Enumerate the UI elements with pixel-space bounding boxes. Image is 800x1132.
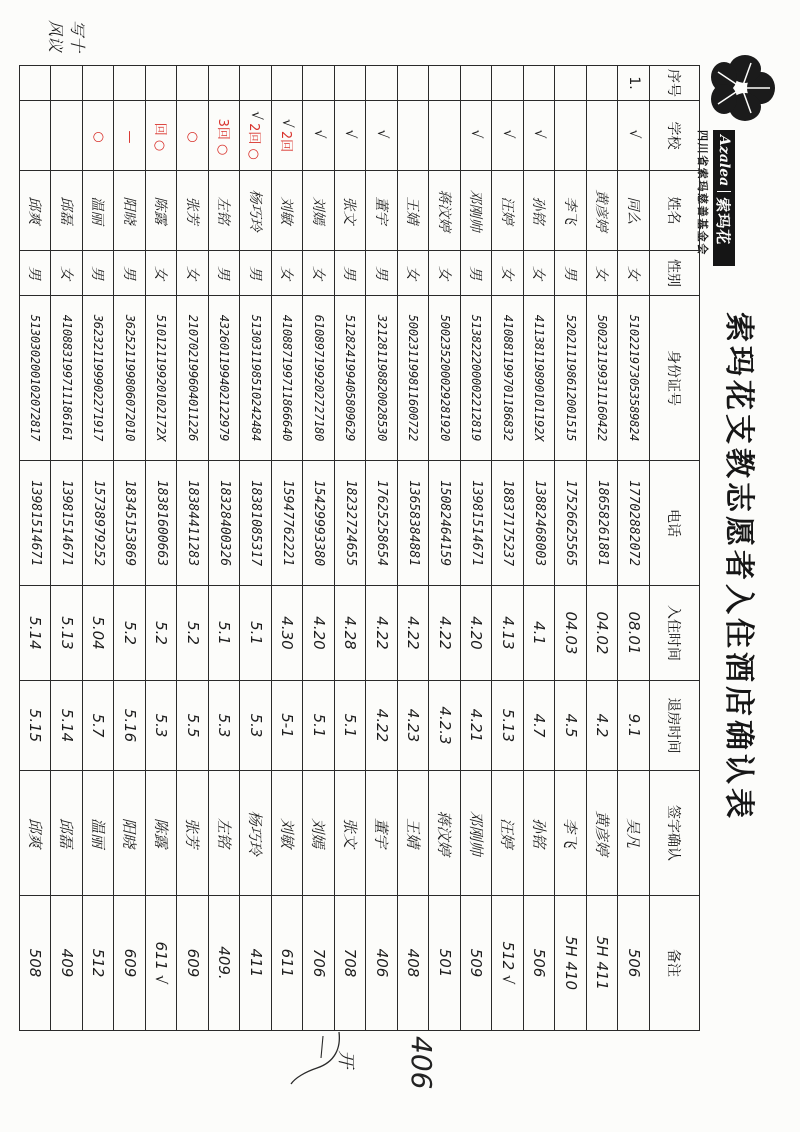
- cell-phone: 13981514671: [460, 461, 492, 586]
- cell-checkin: 4.22: [397, 586, 429, 681]
- school-text: √: [247, 111, 264, 121]
- cell-signature: 汪婷: [492, 771, 524, 896]
- cell-id-number: 513822200002212819: [460, 296, 492, 461]
- cell-checkin: 4.28: [334, 586, 366, 681]
- cell-seq: [366, 66, 398, 101]
- cell-name: 同么: [618, 171, 650, 251]
- cell-school: [177, 101, 209, 171]
- cell-checkin: 5.13: [51, 586, 83, 681]
- cell-phone: 13658384881: [397, 461, 429, 586]
- cell-name: 孙铭: [523, 171, 555, 251]
- cell-school: [240, 101, 272, 171]
- school-text: √: [279, 118, 296, 128]
- cell-checkin: 4.30: [271, 586, 303, 681]
- header-seq: 序号: [649, 66, 699, 101]
- school-text: √: [373, 129, 390, 139]
- cell-checkin: 4.22: [366, 586, 398, 681]
- cell-gender: 女: [523, 251, 555, 296]
- cell-gender: 女: [51, 251, 83, 296]
- cell-checkout: 5.7: [82, 681, 114, 771]
- cell-checkout: 4.21: [460, 681, 492, 771]
- cell-id-number: 432601199402122979: [208, 296, 240, 461]
- cell-name: 张文: [334, 171, 366, 251]
- cell-note: 708: [334, 896, 366, 1031]
- logo-brand-en: Azalea: [716, 135, 732, 187]
- cell-id-number: 410881199701186832: [492, 296, 524, 461]
- cell-id-number: 510221973053589824: [618, 296, 650, 461]
- cell-note: 501: [429, 896, 461, 1031]
- cell-seq: [19, 66, 51, 101]
- cell-gender: 女: [303, 251, 335, 296]
- school-text: √: [342, 129, 359, 139]
- cell-seq: [271, 66, 303, 101]
- header-school: 学校: [649, 101, 699, 171]
- cell-id-number: 520211198612001515: [555, 296, 587, 461]
- red-ink-mark: ○: [185, 131, 201, 143]
- cell-phone: 18658261881: [586, 461, 618, 586]
- cell-phone: 18381085317: [240, 461, 272, 586]
- cell-signature: 刘嫣: [303, 771, 335, 896]
- cell-school: [145, 101, 177, 171]
- cell-seq: [334, 66, 366, 101]
- cell-note: 506: [523, 896, 555, 1031]
- cell-gender: 男: [555, 251, 587, 296]
- cell-note: 609: [177, 896, 209, 1031]
- cell-id-number: 610897199202727180: [303, 296, 335, 461]
- cell-checkin: 04.03: [555, 586, 587, 681]
- header-remarks: 备注: [649, 896, 699, 1031]
- cell-phone: 17702882072: [618, 461, 650, 586]
- cell-note: 611 √: [145, 896, 177, 1031]
- school-text: √: [468, 129, 485, 139]
- cell-name: 黄彦婷: [586, 171, 618, 251]
- cell-name: 邱磊: [51, 171, 83, 251]
- cell-gender: 女: [586, 251, 618, 296]
- cell-seq: [114, 66, 146, 101]
- cell-gender: 男: [82, 251, 114, 296]
- cell-seq: [82, 66, 114, 101]
- cell-gender: 女: [145, 251, 177, 296]
- cell-id-number: 500231199311160422: [586, 296, 618, 461]
- cell-checkout: 5.16: [114, 681, 146, 771]
- cell-seq: [397, 66, 429, 101]
- margin-room-number: 406: [405, 1036, 438, 1090]
- cell-seq: [145, 66, 177, 101]
- header-name: 姓名: [649, 171, 699, 251]
- cell-seq: [492, 66, 524, 101]
- cell-note: 611: [271, 896, 303, 1031]
- cell-checkin: 08.01: [618, 586, 650, 681]
- cell-signature: 邓刚帅: [460, 771, 492, 896]
- header-gender: 性别: [649, 251, 699, 296]
- cell-seq: [555, 66, 587, 101]
- cell-signature: 蒋汶婷: [429, 771, 461, 896]
- header-id-number: 身份证号: [649, 296, 699, 461]
- cell-checkout: 5.1: [303, 681, 335, 771]
- cell-note: 706: [303, 896, 335, 1031]
- cell-school: [51, 101, 83, 171]
- cell-checkout: 4.7: [523, 681, 555, 771]
- cell-checkin: 4.1: [523, 586, 555, 681]
- cell-checkout: 9.1: [618, 681, 650, 771]
- header-phone: 电话: [649, 461, 699, 586]
- corner-note-line1: 写十: [68, 20, 87, 53]
- cell-note: 408: [397, 896, 429, 1031]
- cell-checkout: 4.23: [397, 681, 429, 771]
- cell-note: 506: [618, 896, 650, 1031]
- cell-gender: 男: [334, 251, 366, 296]
- cell-phone: 18384411283: [177, 461, 209, 586]
- cell-gender: 女: [397, 251, 429, 296]
- cell-id-number: 41138119890101192X: [523, 296, 555, 461]
- corner-handwritten-note: [44, 20, 88, 52]
- cell-signature: 董宇: [366, 771, 398, 896]
- cell-checkin: 5.2: [177, 586, 209, 681]
- header-signature: 签字确认: [649, 771, 699, 896]
- cell-seq: [208, 66, 240, 101]
- cell-name: 刘敏: [271, 171, 303, 251]
- school-text: √: [531, 129, 548, 139]
- cell-note: 609: [114, 896, 146, 1031]
- cell-gender: 男: [19, 251, 51, 296]
- red-ink-mark: —: [122, 130, 138, 144]
- margin-handwritten-mark: 开: [335, 1050, 356, 1068]
- school-text: √: [310, 129, 327, 139]
- cell-checkin: 5.1: [240, 586, 272, 681]
- cell-school: [334, 101, 366, 171]
- cell-seq: [523, 66, 555, 101]
- cell-school: [460, 101, 492, 171]
- cell-checkin: 5.1: [208, 586, 240, 681]
- cell-school: [114, 101, 146, 171]
- cell-school: [523, 101, 555, 171]
- cell-seq: [177, 66, 209, 101]
- logo-brand-band: [713, 130, 735, 266]
- cell-name: 邱爽: [19, 171, 51, 251]
- cell-checkin: 04.02: [586, 586, 618, 681]
- school-text: √: [499, 129, 516, 139]
- cell-checkin: 5.04: [82, 586, 114, 681]
- cell-gender: 女: [618, 251, 650, 296]
- cell-phone: 13981514671: [19, 461, 51, 586]
- cell-school: [429, 101, 461, 171]
- cell-school: [492, 101, 524, 171]
- cell-seq: [429, 66, 461, 101]
- cell-seq: [51, 66, 83, 101]
- cell-school: [397, 101, 429, 171]
- cell-phone: 17526625565: [555, 461, 587, 586]
- cell-signature: 杨巧玲: [240, 771, 272, 896]
- cell-note: 406: [366, 896, 398, 1031]
- cell-signature: 温丽: [82, 771, 114, 896]
- cell-checkout: 4.2.3: [429, 681, 461, 771]
- cell-checkout: 5.5: [177, 681, 209, 771]
- cell-id-number: 500231199811600722: [397, 296, 429, 461]
- azalea-flower-icon: [702, 48, 782, 128]
- cell-phone: 13882468003: [523, 461, 555, 586]
- cell-school: [271, 101, 303, 171]
- cell-id-number: 362521199806072010: [114, 296, 146, 461]
- cell-name: 董宇: [366, 171, 398, 251]
- corner-note-line2: 风议: [46, 20, 65, 53]
- cell-phone: 18345153869: [114, 461, 146, 586]
- cell-id-number: 210702199604011226: [177, 296, 209, 461]
- cell-name: 左铭: [208, 171, 240, 251]
- cell-gender: 男: [114, 251, 146, 296]
- cell-id-number: 321281198820028530: [366, 296, 398, 461]
- cell-signature: 张芳: [177, 771, 209, 896]
- red-ink-mark: 3回 ○: [214, 118, 230, 156]
- cell-signature: 邱磊: [51, 771, 83, 896]
- cell-checkin: 4.13: [492, 586, 524, 681]
- cell-seq: [586, 66, 618, 101]
- cell-checkout: 4.5: [555, 681, 587, 771]
- cell-seq: [303, 66, 335, 101]
- school-text: √: [625, 129, 642, 139]
- foundation-logo: [694, 48, 782, 268]
- cell-name: 汪婷: [492, 171, 524, 251]
- cell-name: 刘嫣: [303, 171, 335, 251]
- cell-checkout: 5.15: [19, 681, 51, 771]
- cell-checkout: 4.22: [366, 681, 398, 771]
- cell-phone: 18381600663: [145, 461, 177, 586]
- cell-gender: 男: [460, 251, 492, 296]
- cell-school: [19, 101, 51, 171]
- cell-gender: 女: [271, 251, 303, 296]
- cell-phone: 18837175237: [492, 461, 524, 586]
- cell-checkout: 5.3: [240, 681, 272, 771]
- cell-seq: [460, 66, 492, 101]
- cell-note: 512 √: [492, 896, 524, 1031]
- cell-name: 陈露: [145, 171, 177, 251]
- cell-signature: 李飞: [555, 771, 587, 896]
- cell-signature: 孙铭: [523, 771, 555, 896]
- cell-phone: 18232724655: [334, 461, 366, 586]
- cell-checkin: 4.22: [429, 586, 461, 681]
- cell-gender: 男: [208, 251, 240, 296]
- cell-signature: 阳晓: [114, 771, 146, 896]
- cell-school: [303, 101, 335, 171]
- cell-signature: 王婧: [397, 771, 429, 896]
- cell-gender: 女: [492, 251, 524, 296]
- cell-note: 409.: [208, 896, 240, 1031]
- cell-school: [586, 101, 618, 171]
- handwritten-bracket-mark: [285, 1028, 345, 1088]
- cell-signature: 刘敏: [271, 771, 303, 896]
- cell-gender: 女: [429, 251, 461, 296]
- cell-school: [555, 101, 587, 171]
- cell-signature: 陈露: [145, 771, 177, 896]
- cell-school: [366, 101, 398, 171]
- cell-signature: 吴凡: [618, 771, 650, 896]
- cell-id-number: 362321199902271917: [82, 296, 114, 461]
- cell-note: 409: [51, 896, 83, 1031]
- cell-gender: 男: [240, 251, 272, 296]
- cell-checkout: 5.14: [51, 681, 83, 771]
- cell-seq: 1.: [618, 66, 650, 101]
- cell-note: 508: [19, 896, 51, 1031]
- header-checkout-time: 退房时间: [649, 681, 699, 771]
- cell-checkout: 4.2: [586, 681, 618, 771]
- cell-id-number: 512824199405809629: [334, 296, 366, 461]
- cell-id-number: 51012119920102172X: [145, 296, 177, 461]
- cell-phone: 15082464159: [429, 461, 461, 586]
- cell-signature: 黄彦婷: [586, 771, 618, 896]
- cell-name: 温丽: [82, 171, 114, 251]
- cell-signature: 张文: [334, 771, 366, 896]
- cell-checkout: 5.3: [145, 681, 177, 771]
- checkin-confirmation-table: [19, 65, 700, 1031]
- red-ink-mark: 2回 ○: [246, 123, 262, 160]
- logo-brand-cn: 索玛花: [714, 197, 733, 246]
- cell-id-number: 513030200102072817: [19, 296, 51, 461]
- cell-name: 张芳: [177, 171, 209, 251]
- cell-note: 509: [460, 896, 492, 1031]
- cell-name: 邓刚帅: [460, 171, 492, 251]
- cell-phone: 15429993380: [303, 461, 335, 586]
- red-ink-mark: 回 ○: [151, 122, 167, 152]
- cell-school: [82, 101, 114, 171]
- cell-school: [208, 101, 240, 171]
- cell-checkin: 5.2: [145, 586, 177, 681]
- cell-school: [618, 101, 650, 171]
- cell-phone: 18328400326: [208, 461, 240, 586]
- cell-note: 5H 410: [555, 896, 587, 1031]
- cell-name: 阳晓: [114, 171, 146, 251]
- cell-phone: 13981514671: [51, 461, 83, 586]
- cell-name: 李飞: [555, 171, 587, 251]
- cell-gender: 女: [177, 251, 209, 296]
- cell-checkout: 5.3: [208, 681, 240, 771]
- cell-signature: 邱爽: [19, 771, 51, 896]
- cell-checkin: 4.20: [303, 586, 335, 681]
- cell-note: 5H 411: [586, 896, 618, 1031]
- form-title: 索玛花支教志愿者入住酒店确认表: [721, 312, 756, 822]
- cell-phone: 15947762221: [271, 461, 303, 586]
- cell-name: 杨巧玲: [240, 171, 272, 251]
- cell-seq: [240, 66, 272, 101]
- cell-note: 512: [82, 896, 114, 1031]
- cell-checkin: 4.20: [460, 586, 492, 681]
- cell-checkout: 5-1: [271, 681, 303, 771]
- cell-checkin: 5.2: [114, 586, 146, 681]
- cell-name: 王婧: [397, 171, 429, 251]
- cell-checkin: 5.14: [19, 586, 51, 681]
- cell-phone: 15738979252: [82, 461, 114, 586]
- logo-organization-name: 四川省索玛慈善基金会: [696, 130, 709, 256]
- cell-checkout: 5.13: [492, 681, 524, 771]
- cell-name: 蒋汶婷: [429, 171, 461, 251]
- cell-checkout: 5.1: [334, 681, 366, 771]
- cell-id-number: 513031198510242484: [240, 296, 272, 461]
- cell-note: 411: [240, 896, 272, 1031]
- red-ink-mark: ○: [90, 131, 106, 143]
- cell-id-number: 410887199711866640: [271, 296, 303, 461]
- cell-gender: 男: [366, 251, 398, 296]
- cell-phone: 17625258654: [366, 461, 398, 586]
- red-ink-mark: 2回: [277, 130, 293, 153]
- header-checkin-time: 入住时间: [649, 586, 699, 681]
- cell-id-number: 500235200029281920: [429, 296, 461, 461]
- cell-signature: 左铭: [208, 771, 240, 896]
- logo-divider: [717, 191, 731, 192]
- cell-id-number: 410883199711186161: [51, 296, 83, 461]
